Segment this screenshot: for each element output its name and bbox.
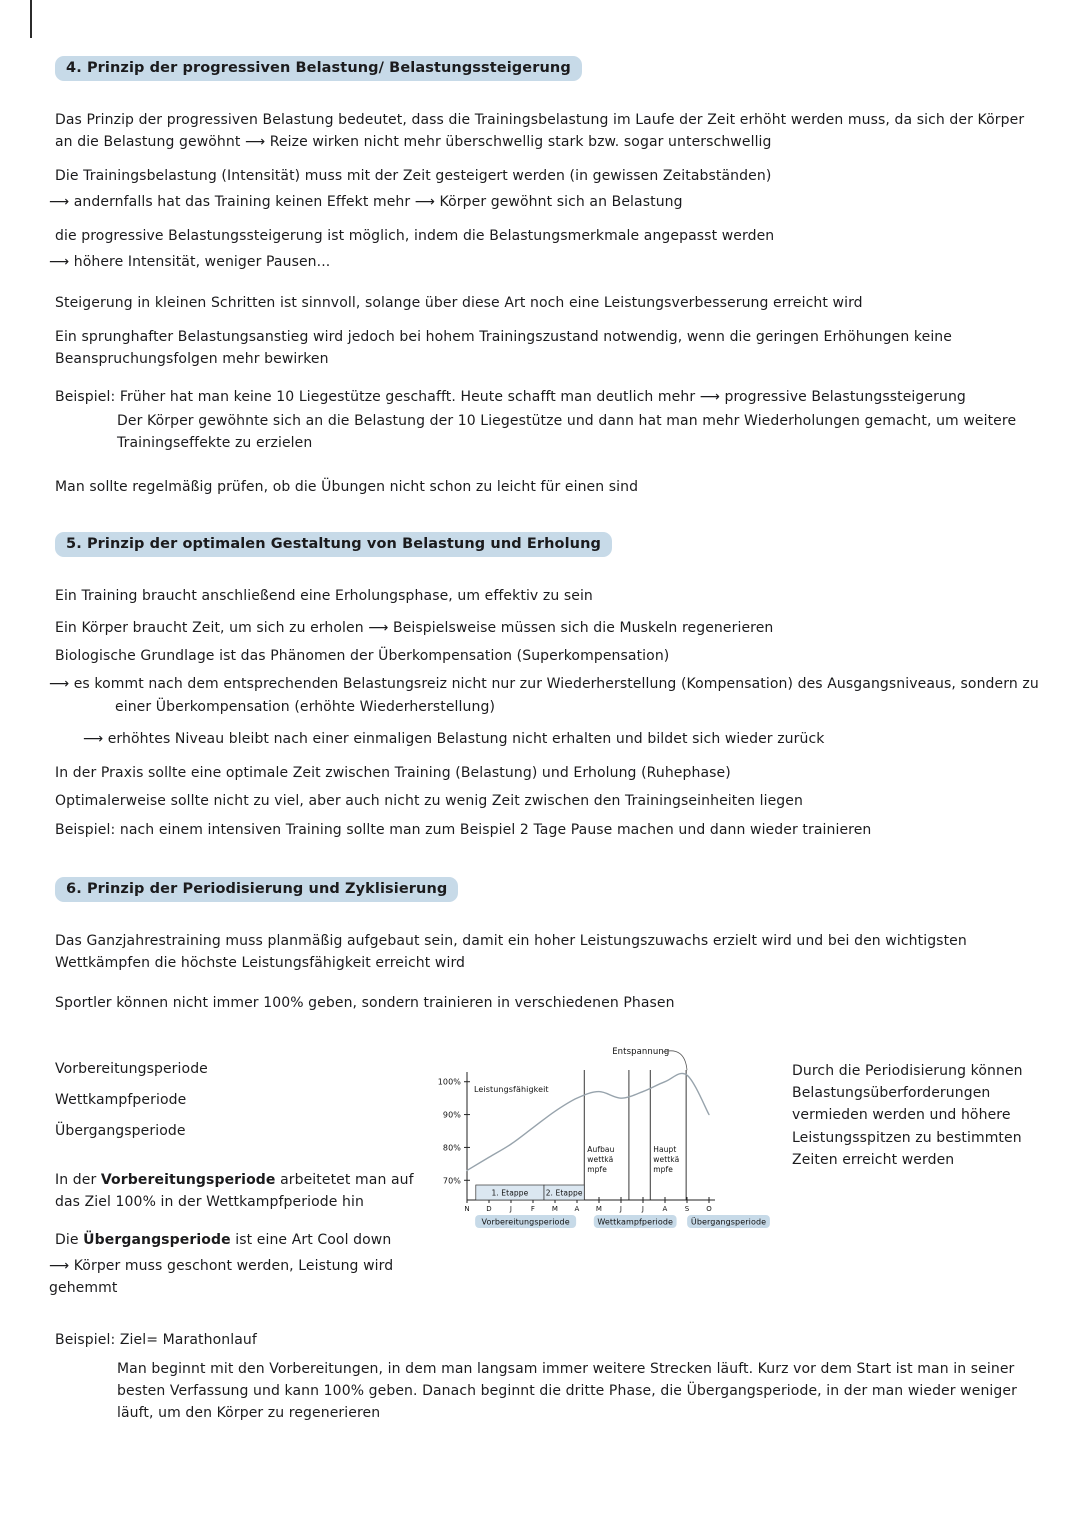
svg-text:A: A (662, 1205, 668, 1214)
paragraph-s6-2: Sportler können nicht immer 100% geben, sondern trainieren in verschiedenen Phasen (55, 995, 675, 1012)
paragraph-s4-2: Die Trainingsbelastung (Intensität) muss mit der Zeit gesteigert werden (in gewissen Zeitabständen) (55, 168, 772, 185)
svg-text:Übergangsperiode: Übergangsperiode (690, 1217, 767, 1227)
svg-text:1. Etappe: 1. Etappe (491, 1188, 529, 1198)
svg-text:N: N (464, 1205, 470, 1214)
svg-text:100%: 100% (437, 1077, 461, 1087)
svg-text:S: S (684, 1205, 690, 1214)
paragraph-s5-1: Ein Training braucht anschließend eine Erholungsphase, um effektiv zu sein (55, 588, 593, 605)
paragraph-s5-2: Ein Körper braucht Zeit, um sich zu erholen ⟶ Beispielsweise müssen sich die Muskeln regenerieren (55, 620, 774, 637)
paragraph-s5-7: Optimalerweise sollte nicht zu viel, aber auch nicht zu wenig Zeit zwischen den Trainingseinheiten liegen (55, 792, 803, 809)
svg-text:M: M (595, 1205, 603, 1214)
svg-text:2. Etappe: 2. Etappe (545, 1188, 583, 1198)
text-run: Die (55, 1231, 84, 1248)
paragraph-s5-6: In der Praxis sollte eine optimale Zeit zwischen Training (Belastung) und Erholung (Ruhephase) (55, 764, 731, 781)
text-run: ist eine Art Cool down (230, 1231, 392, 1248)
svg-text:wettkä: wettkä (587, 1155, 614, 1165)
arrow-note-s4-3: ⟶ höhere Intensität, weniger Pausen... (49, 254, 331, 271)
svg-text:Haupt: Haupt (653, 1145, 677, 1155)
example-s6-body: Man beginnt mit den Vorbereitungen, in dem man langsam immer weitere Strecken läuft. Kurz vor dem Start ist man in seiner besten Verfassung und kann 100% geben. Danach beginnt die dritte Phase, die Übergangsperiode, in der man wieder weniger läuft, um den Körper zu regenerieren (117, 1361, 1017, 1422)
svg-text:70%: 70% (442, 1176, 461, 1186)
svg-text:80%: 80% (442, 1143, 461, 1153)
svg-text:mpfe: mpfe (587, 1165, 607, 1175)
paragraph-s4-5: Ein sprunghafter Belastungsanstieg wird jedoch bei hohem Trainingszustand notwendig, wenn die geringen Erhöhungen keine Beanspruchungsfolgen mehr bewirken (55, 328, 952, 367)
svg-text:A: A (574, 1205, 580, 1214)
section-4 (49, 56, 1044, 498)
prep-note (55, 1169, 427, 1213)
svg-text:J: J (641, 1205, 645, 1214)
svg-text:wettkä: wettkä (653, 1155, 680, 1165)
text-run: arbeitetet man auf das Ziel 100% in der Wettkampfperiode hin (55, 1171, 414, 1210)
svg-text:Aufbau: Aufbau (587, 1145, 615, 1155)
period-item-wettkampf: Wettkampfperiode (55, 1092, 187, 1109)
svg-text:J: J (619, 1205, 623, 1214)
svg-text:J: J (509, 1205, 513, 1214)
arrow-note-s5-5: ⟶ erhöhtes Niveau bleibt nach einer einmaligen Belastung nicht erhalten und bildet sich wieder zurück (83, 730, 825, 747)
cool-note (55, 1229, 427, 1251)
svg-text:mpfe: mpfe (653, 1165, 673, 1175)
svg-text:90%: 90% (442, 1110, 461, 1120)
annotation-entspannung: Entspannung (612, 1047, 670, 1058)
example-s4-detail: Der Körper gewöhnte sich an die Belastung der 10 Liegestütze und dann hat man mehr Wiederholungen gemacht, um weitere Trainingseffekte zu erzielen (117, 412, 1017, 452)
svg-text:D: D (486, 1205, 492, 1214)
example-s5: Beispiel: nach einem intensiven Training sollte man zum Beispiel 2 Tage Pause machen und dann wieder trainieren (55, 821, 872, 838)
paragraph-s4-7: Man sollte regelmäßig prüfen, ob die Übungen nicht schon zu leicht für einen sind (55, 479, 639, 496)
section-6 (49, 877, 1044, 1424)
example-s6-title: Beispiel: Ziel= Marathonlauf (55, 1332, 257, 1349)
periodization-chart-svg (427, 1040, 787, 1258)
period-item-vorbereitung: Vorbereitungsperiode (55, 1061, 208, 1078)
svg-text:Wettkampfperiode: Wettkampfperiode (597, 1217, 674, 1227)
period-list-column (49, 1040, 427, 1299)
svg-text:Vorbereitungsperiode: Vorbereitungsperiode (481, 1217, 570, 1227)
arrow-note-s4-2: ⟶ andernfalls hat das Training keinen Effekt mehr ⟶ Körper gewöhnt sich an Belastung (49, 194, 683, 211)
section-4-heading: 4. Prinzip der progressiven Belastung/ Belastungssteigerung (55, 56, 582, 81)
section-5-heading: 5. Prinzip der optimalen Gestaltung von Belastung und Erholung (55, 532, 612, 557)
svg-text:F: F (530, 1205, 536, 1214)
paragraph-s6-1: Das Ganzjahrestraining muss planmäßig aufgebaut sein, damit ein hoher Leistungszuwachs erzielt wird und bei den wichtigsten Wettkämpfen die höchste Leistungsfähigkeit erreicht wird (55, 932, 967, 972)
keyword-uebergangsperiode: Übergangsperiode (83, 1231, 231, 1248)
arrow-note-s5-4: ⟶ es kommt nach dem entsprechenden Belastungsreiz nicht nur zur Wiederherstellung (Kompensation) des Ausgangsniveaus, sondern zu einer Überkompensation (erhöhte Wiederherstellung) (49, 676, 1039, 715)
paragraph-s4-4: Steigerung in kleinen Schritten ist sinnvoll, solange über diese Art noch eine Leistungsverbesserung erreicht wird (55, 294, 863, 311)
period-item-uebergang: Übergangsperiode (55, 1123, 186, 1140)
periodization-benefit-note: Durch die Periodisierung können Belastungsüberforderungen vermieden werden und höhere Leistungsspitzen zu bestimmten Zeiten erreicht werden (792, 1063, 1023, 1168)
periodization-block (49, 1040, 1044, 1299)
text-run: In der (55, 1171, 101, 1188)
right-note-column (792, 1040, 1044, 1171)
section-5 (49, 532, 1044, 841)
cool-arrow-note: ⟶ Körper muss geschont werden, Leistung wird gehemmt (49, 1257, 394, 1297)
periodization-chart (427, 1040, 787, 1265)
svg-text:M: M (551, 1205, 559, 1214)
paragraph-s5-3: Biologische Grundlage ist das Phänomen der Überkompensation (Superkompensation) (55, 648, 670, 665)
chart-column (427, 1040, 792, 1265)
page-margin-mark (30, 0, 32, 38)
inner-axis-label: Leistungsfähigkeit (474, 1085, 549, 1095)
example-s4: Beispiel: Früher hat man keine 10 Liegestütze geschafft. Heute schafft man deutlich mehr ⟶ progressive Belastungssteigerung (55, 388, 966, 405)
paragraph-s4-3: die progressive Belastungssteigerung ist möglich, indem die Belastungsmerkmale angepasst werden (55, 228, 775, 245)
keyword-vorbereitungsperiode: Vorbereitungsperiode (100, 1171, 276, 1188)
paragraph-s4-1: Das Prinzip der progressiven Belastung bedeutet, dass die Trainingsbelastung im Laufe der Zeit erhöht werden muss, da sich der Körper an die Belastung gewöhnt ⟶ Reize wirken nicht mehr überschwellig stark bzw. sogar unterschwellig (55, 111, 1025, 150)
svg-text:O: O (706, 1205, 712, 1214)
section-6-heading: 6. Prinzip der Periodisierung und Zyklisierung (55, 877, 458, 902)
